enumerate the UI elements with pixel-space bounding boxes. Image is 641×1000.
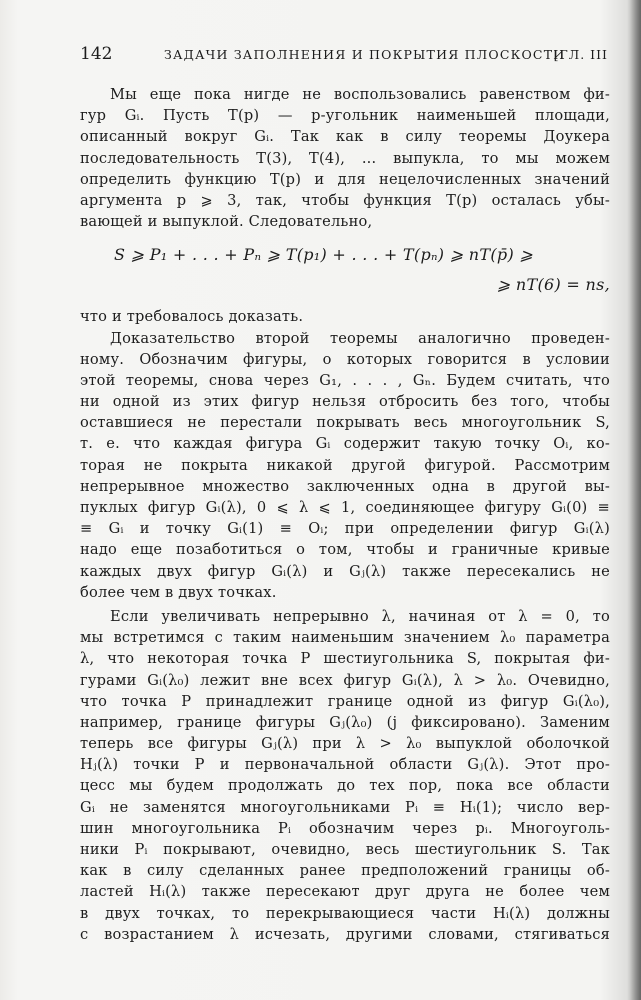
text-line: Мы еще пока нигде не воспользовались равенством фи- [110,86,610,103]
paragraph-3 [80,606,610,945]
page-edge-shadow [627,0,641,1000]
formula-line-2: ⩾ nT(6) = ns, [496,275,610,295]
text-line: шин многоугольника Pᵢ обозначим через pᵢ. Многоуголь- [80,819,610,837]
text-line: Gᵢ не заменятся многоугольниками Pᵢ ≡ Hᵢ(1); число вер- [80,798,610,816]
text-line: λ, что некоторая точка P шестиугольника S, покрытая фи- [80,650,610,668]
text-line: как в силу сделанных ранее предположений границы об- [80,862,610,880]
text-line: торая не покрыта никакой другой фигурой. Рассмотрим [80,456,610,474]
text-line: теперь все фигуры Gⱼ(λ) при λ > λ₀ выпуклой оболочкой [80,735,610,753]
text-line: ластей Hᵢ(λ) также пересекают друг друга не более чем [80,883,610,901]
text-line: цесс мы будем продолжать до тех пор, пока все области [80,777,610,795]
paragraph-2 [80,328,610,603]
text-line: Если увеличивать непрерывно λ, начиная от λ = 0, то [110,607,610,625]
text-line: аргумента p ⩾ 3, так, чтобы функция T(p) осталась убы- [80,191,610,209]
text-line: надо еще позаботиться о том, чтобы и граничные кривые [80,541,610,559]
text-line: мы встретимся с таким наименьшим значением λ₀ параметра [80,629,610,647]
text-line: вающей и выпуклой. Следовательно, [80,213,373,231]
page-body [80,84,610,945]
text-line: Доказательство второй теоремы аналогично проведен- [110,329,610,347]
text-line: с возрастанием λ исчезать, другими словами, стягиваться [80,925,610,943]
chapter-label: [ГЛ. III [553,47,608,62]
text-line: ≡ Gᵢ и точку Gᵢ(1) ≡ Oᵢ; при определении фигур Gᵢ(λ) [80,520,610,538]
text-line: что точка P принадлежит границе одной из фигур Gᵢ(λ₀), [80,692,610,710]
text-line: ники Pᵢ покрывают, очевидно, весь шестиугольник S. Так [80,841,610,858]
text-line: непрерывное множество заключенных одна в другой вы- [80,477,610,495]
text-line: определить функцию T(p) и для нецелочисленных значений [80,170,610,188]
text-line: последовательность T(3), T(4), ... выпукла, то мы можем [80,149,610,167]
running-title: ЗАДАЧИ ЗАПОЛНЕНИЯ И ПОКРЫТИЯ ПЛОСКОСТИ [164,47,566,62]
text-line: Hⱼ(λ) точки P и первоначальной области Gⱼ(λ). Этот про- [80,756,610,774]
text-line: гурами Gᵢ(λ₀) лежит вне всех фигур Gᵢ(λ), λ > λ₀. Очевидно, [80,671,610,689]
formula-line-1: S ⩾ P₁ + . . . + Pₙ ⩾ T(p₁) + . . . + T(pₙ) ⩾ nT(p̄) ⩾ [114,245,534,265]
text-line: что и требовалось доказать. [80,308,304,326]
text-line: пуклых фигур Gᵢ(λ), 0 ⩽ λ ⩽ 1, соединяющее фигуру Gᵢ(0) ≡ [80,499,610,516]
text-line: гур Gᵢ. Пусть T(p) — p-угольник наименьшей площади, [80,107,610,125]
page-number: 142 [80,44,113,64]
running-header [80,44,608,68]
paragraph-1 [80,84,610,232]
text-line: ни одной из этих фигур нельзя отбросить без того, чтобы [80,393,610,411]
text-line: в двух точках, то перекрывающиеся части Hᵢ(λ) должны [80,904,610,922]
text-line: каждых двух фигур Gᵢ(λ) и Gⱼ(λ) также пересекались не [80,562,610,580]
text-line: этой теоремы, снова через G₁, . . . , Gₙ. Будем считать, что [80,371,610,389]
text-line: более чем в двух точках. [80,583,277,601]
text-line: например, границе фигуры Gⱼ(λ₀) (j фиксировано). Заменим [80,713,610,731]
text-line: ному. Обозначим фигуры, о которых говорится в условии [80,350,610,368]
text-line: описанный вокруг Gᵢ. Так как в силу теоремы Доукера [80,128,610,146]
text-line: т. е. что каждая фигура Gᵢ содержит такую точку Oᵢ, ко- [80,435,610,453]
text-line: оставшиеся не перестали покрывать весь многоугольник S, [80,414,610,432]
